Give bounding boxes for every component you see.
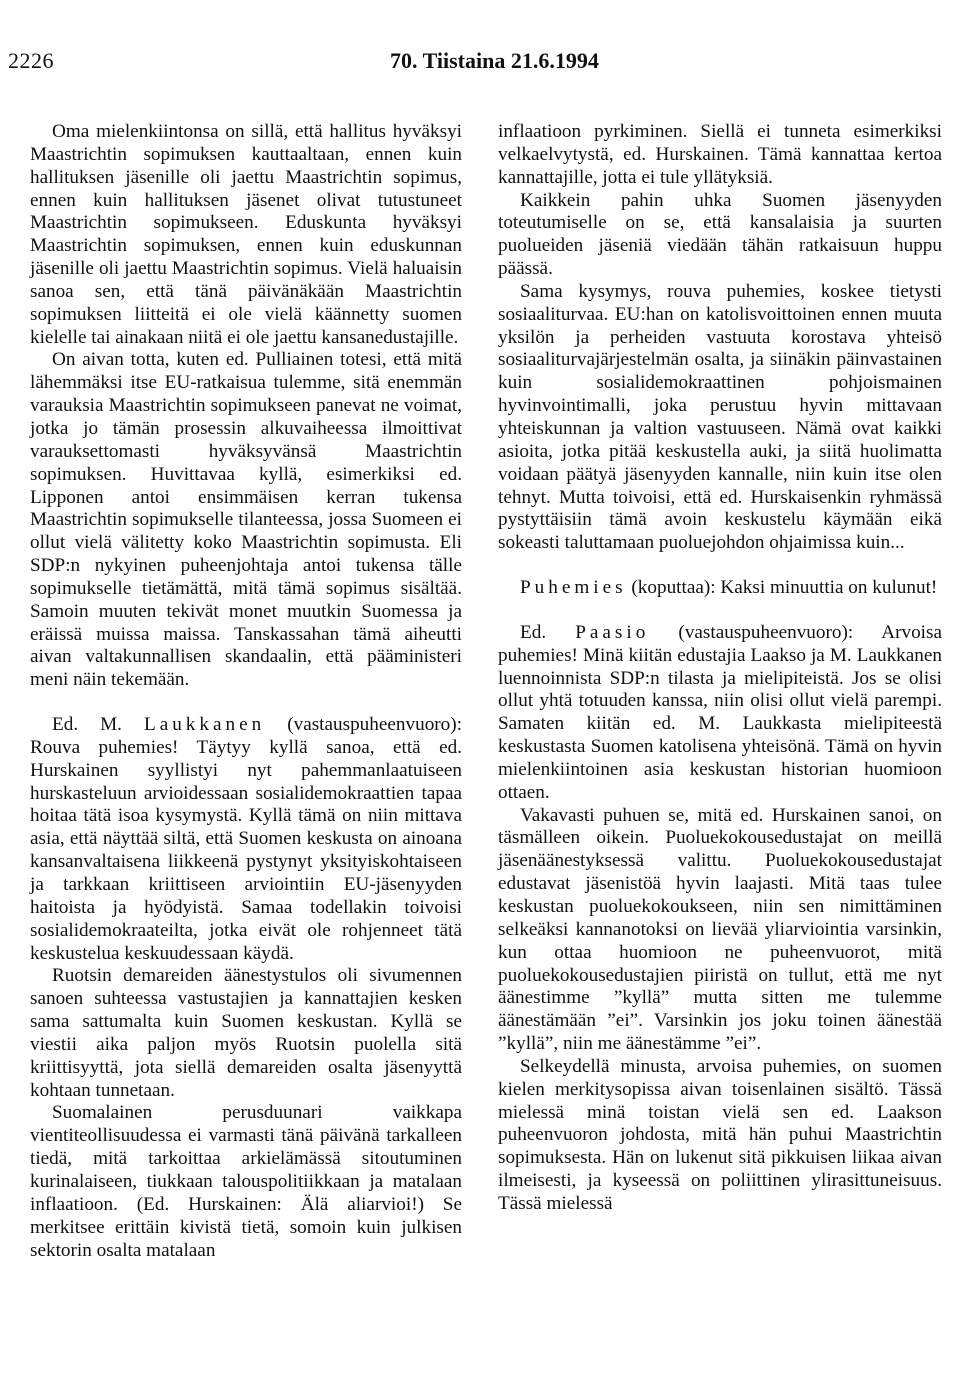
- chair-text: (koputtaa): Kaksi minuuttia on kulunut!: [626, 577, 938, 599]
- speaker-prefix: Ed. M.: [52, 714, 144, 736]
- speech-text: (vastauspuheenvuoro): Arvoisa puhemies! Minä kiitän edustajia Laakso ja M. Laukkanen luennoinnista SDP:n tilasta ja mielipiteistä. Jos se olisi ollut yhtä totuuden kanssa, niin olisi ollut vielä parempi. Samaten kiitän ed. M. Laukkasta mielipiteestä keskustasta Suomen katolisena yhteisönä. Tämä on hyvin mielenkiintoinen asia keskustan historian huomioon ottaen.: [498, 621, 942, 803]
- chair-remark: [498, 577, 942, 600]
- speech-laukkanen: [30, 714, 462, 965]
- paragraph: Sama kysymys, rouva puhemies, koskee tietysti sosiaaliturvaa. EU:han on katolisvoittoinen ennen muuta yksilön ja perheiden vastuuta korostava yhteisö sosiaaliturvajärjestelmän osalta, ja siinäkin päinvastainen kuin sosialidemokraattinen pohjoismainen hyvinvointimalli, joka perustuu hyvin mittavaan yhteiskunnan ja valtion vastuuseen. Nämä ovat kaikki asioita, jotka pitää keskustella auki, ja siitä huolimatta voidaan päätyä jäsenyyden kannalle, niin kuin itse olen tehnyt. Mutta toivoisi, että ed. Hurskaisenkin ryhmässä pystyttäisiin tämä avoin keskustelu käymään eikä sokeasti taluttamaan puoluejohdon ohjaimissa kuin...: [498, 280, 942, 554]
- paragraph: Selkeydellä minusta, arvoisa puhemies, on suomen kielen merkitysopissa aivan toisenlainen sisältö. Tässä mielessä minä toistan vielä sen ed. Laakson puheenvuoron johdosta, mitä hän puhui Maastrichtin sopimuksesta. Hän on lukenut sitä pikkuisen liikaa aivan ilmeisesti, ja kyseessä on poliittinen ylirasittuneisuus. Tässä mielessä: [498, 1055, 942, 1214]
- paragraph: Suomalainen perusduunari vaikkapa vientiteollisuudessa ei varmasti tänä päivänä tarkalleen tiedä, mitä tarkoittaa arkielämässä sitoutuminen kurinalaiseen, tiukkaan talouspolitiikkaan ja matalaan inflaatioon. (Ed. Hurskainen: Älä aliarvioi!) Se merkitsee erittäin kivistä tietä, somoin kuin julkisen sektorin osalta matalaan: [30, 1102, 462, 1261]
- paragraph: Vakavasti puhuen se, mitä ed. Hurskainen sanoi, on täsmälleen oikein. Puoluekokousedustajat on meillä jäsenäänestyksessä valittu. Puoluekokousedustajat edustavat jäsenistöä hyvin laajasti. Mitä taas tulee keskustan puoluekokoukseen, niin sen nimittäminen selkeäksi kannanotoksi on lievää yliarviointia varsinkin, kun ottaa huomioon ne puheenvuorot, mitä puoluekokousedustajien piiristä on tullut, että me nyt äänestimme ”kyllä” mutta sitten me tulemme äänestämään ”ei”. Varsinkin jos joku toinen äänestää ”kyllä”, niin me äänestämme ”ei”.: [498, 804, 942, 1055]
- speech-text: (vastauspuheenvuoro): Rouva puhemies! Täytyy kyllä sanoa, että ed. Hurskainen syyllistyi nyt pahemmanlaatuiseen hurskasteluun arvioidessaan sosialidemokraattien tapaa hoitaa tätä isoa kysymystä. Kyllä tämä on niin mittava asia, että näyttää siltä, että Suomen keskusta on ainoana kansanvaltaisena liikkeenä pystynyt yksityiskohtaiseen ja tarkkaan kriittiseen arviointiin EU-jäsenyyden haitoista ja hyödyistä. Samaa todellakin toivoisi sosialidemokraateilta, jotka eivät ole rohjenneet tätä keskustelua keskuudessaan käydä.: [30, 714, 462, 964]
- chair-name: Puhemies: [520, 577, 627, 599]
- left-column: [30, 121, 462, 1262]
- session-title: 70. Tiistaina 21.6.1994: [390, 48, 599, 73]
- paragraph: Kaikkein pahin uhka Suomen jäsenyyden toteutumiselle on se, että kansalaisia ja suurten puolueiden jäseniä viedään tähän ratkaisuun huppu päässä.: [498, 189, 942, 280]
- paragraph: Ruotsin demareiden äänestystulos oli sivumennen sanoen suhteessa vastustajien ja kannattajien kesken sama sattumalta kuin Suomen keskustan. Kyllä se viestii aika paljon myös Ruotsin puolella sitä kriittisyyttä, jota siellä demareiden osalta jäsenyyttä kohtaan tunnetaan.: [30, 965, 462, 1101]
- page-header: [0, 0, 960, 90]
- page-number: 2226: [8, 48, 54, 73]
- paragraph-continued: inflaatioon pyrkiminen. Siellä ei tunneta esimerkiksi velkaelvytystä, ed. Hurskainen. Tämä kannattaa kertoa kannattajille, jotta ei tule yllätyksiä.: [498, 121, 942, 188]
- speaker-name: Paasio: [575, 621, 650, 643]
- paragraph: On aivan totta, kuten ed. Pulliainen totesi, että mitä lähemmäksi itse EU-ratkaisua tulemme, sitä enemmän varauksia Maastrichtin sopimukseen panevat ne voimat, jotka jo tämän prosessin alkuvaiheessa ilmoittivat varauksettomasti hyväksyvänsä Maastrichtin sopimuksen. Huvittavaa kyllä, esimerkiksi ed. Lipponen antoi ensimmäisen kerran tukensa Maastrichtin sopimukselle tilanteessa, jossa Suomeen ei ollut vielä välitetty koko Maastrichtin sopimusta. Eli SDP:n nykyinen puheenjohtaja antoi tukensa tälle sopimukselle tietämättä, mitä tämä sopimus sisältää. Samoin muuten tekivät monet muutkin Suomessa ja eräissä muissa maissa. Tanskassahan tämä aiheutti aivan valtakunnallisen skandaalin, että pääministeri meni näin tekemään.: [30, 349, 462, 691]
- speaker-prefix: Ed.: [520, 621, 576, 643]
- paragraph: Oma mielenkiintonsa on sillä, että hallitus hyväksyi Maastrichtin sopimuksen kauttaaltaan, ennen kuin hallituksen jäsenille oli jaettu Maastrichtin sopimus, ennen kuin hallituksen jäsenet olivat tutustuneet Maastrichtin sopimukseen. Eduskunta hyväksyi Maastrichtin sopimuksen, ennen kuin eduskunnan jäsenille oli jaettu Maastrichtin sopimus. Vielä haluaisin sanoa sen, että tänä päivänäkään Maastrichtin sopimuksen liitteitä ei ole vielä käännetty suomen kielelle tai ainakaan niitä ei ole jaettu kansanedustajille.: [30, 121, 462, 348]
- speech-paasio: [498, 622, 942, 805]
- speaker-name: Laukkanen: [143, 714, 266, 736]
- right-column: [498, 121, 942, 1216]
